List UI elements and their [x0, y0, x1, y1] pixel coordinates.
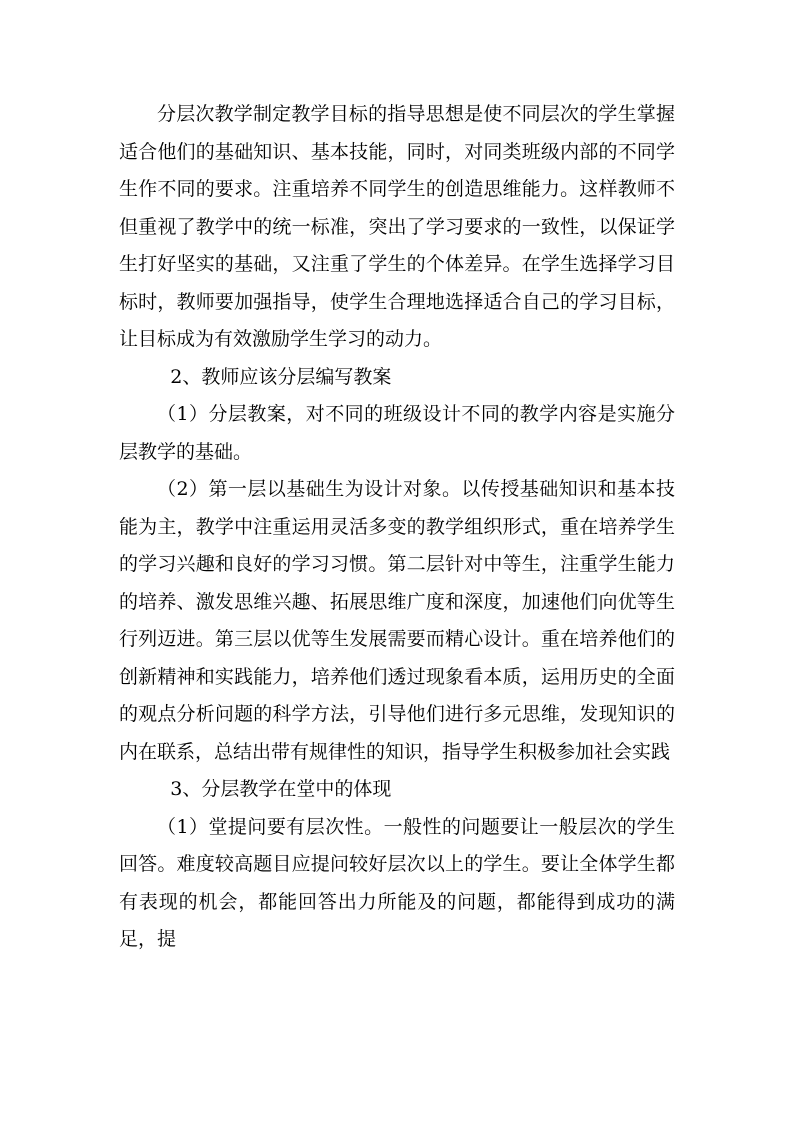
- section-heading-lesson-plans: 2、教师应该分层编写教案: [170, 365, 392, 388]
- document-page: [119, 96, 675, 959]
- section-heading-classroom: 3、分层教学在堂中的体现: [170, 778, 392, 800]
- paragraph-questioning: （1）堂提问要有层次性。一般性的问题要让一般层次的学生回答。难度较高题目应提问较好层次以上的学生。要让全体学生都有表现的机会，都能回答出力所能及的问题，都能得到成功的满足，提: [119, 815, 675, 950]
- paragraph-teaching-goals: 分层次教学制定教学目标的指导思想是使不同层次的学生掌握适合他们的基础知识、基本技能，同时，对同类班级内部的不同学生作不同的要求。注重培养不同学生的创造思维能力。这样教师不但重视了教学中的统一标准，突出了学习要求的一致性，以保证学生打好坚实的基础，又注重了学生的个体差异。在学生选择学习目标时，教师要加强指导，使学生合理地选择适合自己的学习目标，让目标成为有效激励学生学习的动力。: [119, 103, 675, 350]
- paragraph-item-2: （2）第一层以基础生为设计对象。以传授基础知识和基本技能为主，教学中注重运用灵活多变的教学组织形式，重在培养学生的学习兴趣和良好的学习习惯。第二层针对中等生，注重学生能力的培养、激发思维兴趣、拓展思维广度和深度，加速他们向优等生行列迈进。第三层以优等生发展需要而精心设计。重在培养他们的创新精神和实践能力，培养他们透过现象看本质，运用历史的全面的观点分析问题的科学方法，引导他们进行多元思维，发现知识的内在联系，总结出带有规律性的知识，指导学生积极参加社会实践: [119, 478, 675, 763]
- paragraph-item-1: （1）分层教案，对不同的班级设计不同的教学内容是实施分层教学的基础。: [119, 403, 675, 463]
